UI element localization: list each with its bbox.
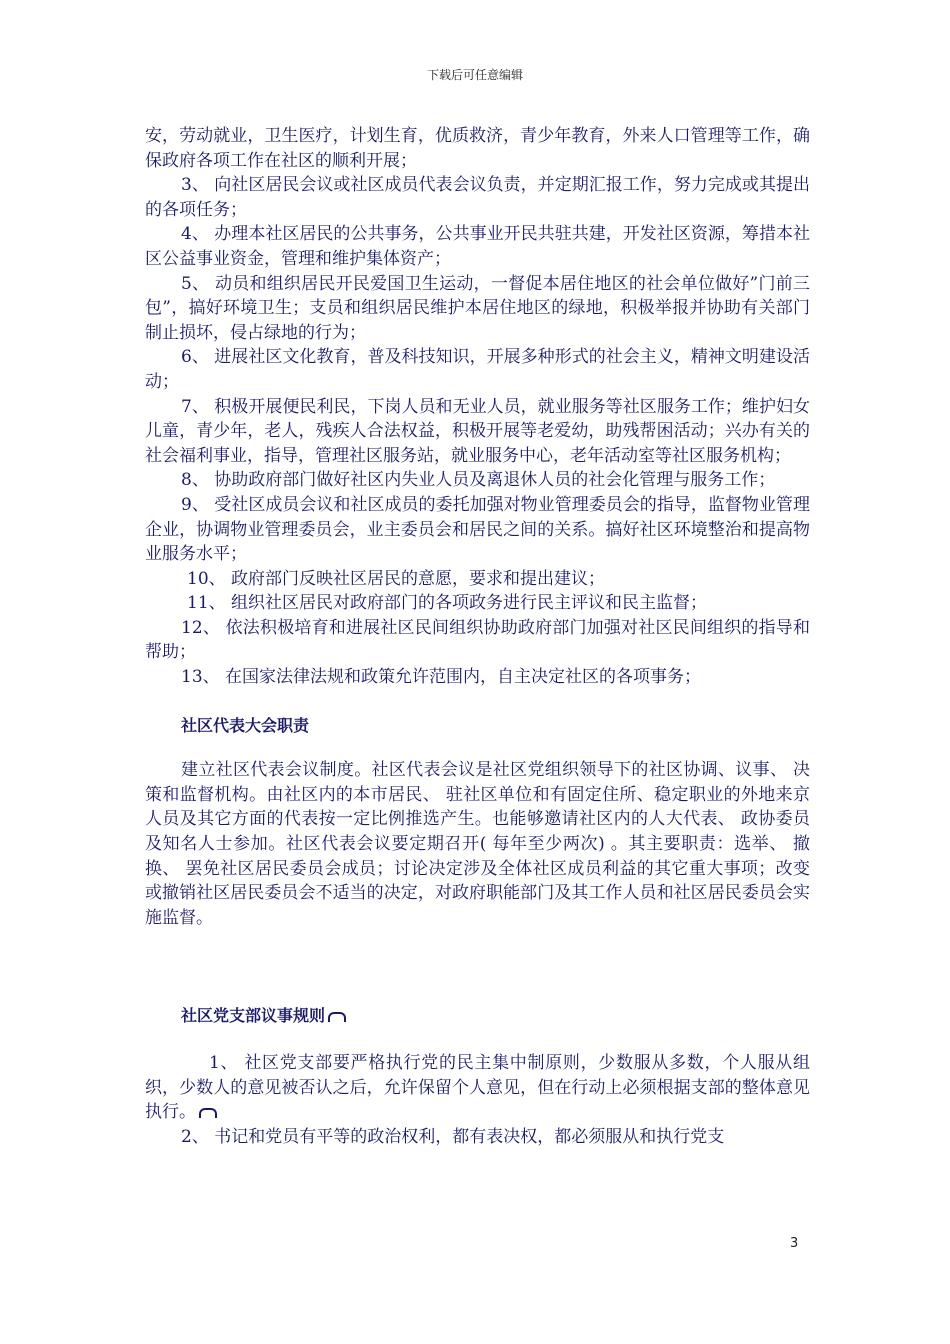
paragraph-duty-5: 5、 动员和组织居民开民爱国卫生运动，一督促本居住地区的社会单位做好”门前三包”，搞好环境卫生；支员和组织居民维护本居住地区的绿地，积极举报并协助有关部门制止损坏，侵占绿地的行为；: [145, 273, 810, 343]
paragraph-duty-10: 10、 政府部门反映社区居民的意愿，要求和提出建议；: [187, 568, 606, 589]
paragraph-duty-6: 6、 进展社区文化教育，普及科技知识，开展多种形式的社会主义，精神文明建设活动；: [145, 347, 810, 392]
spacer: [145, 690, 810, 714]
paragraph-rule-1: [145, 1051, 810, 1125]
paragraph-duty-12: 12、 依法积极培育和进展社区民间组织协助政府部门加强对社区民间组织的指导和帮助；: [145, 617, 810, 663]
document-body: [145, 124, 810, 1149]
section-heading-party-branch: [181, 1004, 810, 1029]
paragraph-mark-icon: [199, 1108, 217, 1118]
rule-1-text: 1、 社区党支部要严格执行党的民主集中制原则，少数服从多数，个人服从组织，少数人的意见被否认之后，允许保留个人意见，但在行动上必须根据支部的整体意见执行。: [145, 1053, 810, 1123]
paragraph-mark-icon: [328, 1012, 346, 1022]
paragraph-duty-13: 13、 在国家法律法规和政策允许范围内，自主决定社区的各项事务；: [181, 667, 702, 688]
paragraph-duty-11: 11、 组织社区居民对政府部门的各项政务进行民主评议和民主监督；: [187, 593, 708, 614]
page-number: 3: [790, 1236, 799, 1251]
spacer: [145, 738, 810, 758]
paragraph-duty-4: 4、 办理本社区居民的公共事务，公共事业开民共驻共建，开发社区资源，筹措本社区公益事业资金，管理和维护集体资产；: [145, 224, 810, 269]
section-heading-text: 社区党支部议事规则: [181, 1006, 326, 1026]
page-header: 下载后可任意编辑: [426, 68, 523, 82]
spacer: [145, 1029, 810, 1051]
section-heading-representatives: 社区代表大会职责: [181, 715, 310, 735]
paragraph-rule-2: 2、 书记和党员有平等的政治权利，都有表决权，都必须服从和执行党支: [181, 1126, 725, 1147]
paragraph-duty-3: 3、 向社区居民会议或社区成员代表会议负责，并定期汇报工作，努力完成或其提出的各项任务；: [145, 175, 810, 220]
spacer: [145, 930, 810, 1004]
paragraph-duty-7: 7、 积极开展便民利民，下岗人员和无业人员，就业服务等社区服务工作；维护妇女儿童，青少年，老人，残疾人合法权益，积极开展等老爱幼，助残帮困活动；兴办有关的社会福利事业，指导，管理社区服务站，就业服务中心，老年活动室等社区服务机构；: [145, 396, 810, 466]
paragraph-duty-cont: 安，劳动就业，卫生医疗，计划生育，优质救济，青少年教育，外来人口管理等工作，确保政府各项工作在社区的顺利开展；: [145, 126, 810, 171]
paragraph-duty-8: 8、 协助政府部门做好社区内失业人员及离退休人员的社会化管理与服务工作；: [181, 470, 776, 491]
paragraph-representatives: 建立社区代表会议制度。社区代表会议是社区党组织领导下的社区协调、议事、 决策和监督机构。由社区内的本市居民、 驻社区单位和有固定住所、稳定职业的外地来京人员及其它方面的代表按一定比例推选产生。也能够邀请社区内的人大代表、 政协委员及知名人士参加。社区代表会议要定期召开( 每年至少两次) 。其主要职责：选举、 撤换、 罢免社区居民委员会成员；讨论决定涉及全体社区成员利益的其它重大事项；改变或撤销社区居民委员会不适当的决定，对政府职能部门及其工作人员和社区居民委员会实施监督。: [145, 760, 810, 928]
paragraph-duty-9: 9、 受社区成员会议和社区成员的委托加强对物业管理委员会的指导，监督物业管理企业，协调物业管理委员会，业主委员会和居民之间的关系。搞好社区环境整治和提高物业服务水平；: [145, 494, 810, 565]
